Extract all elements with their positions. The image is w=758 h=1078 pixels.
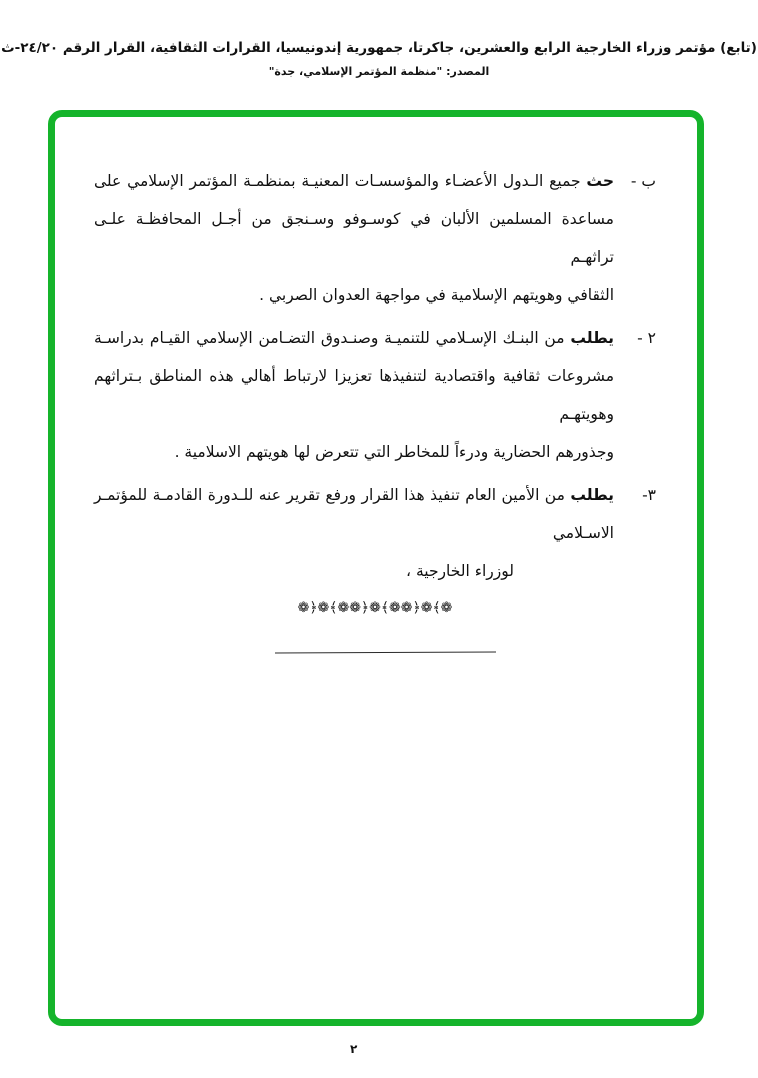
ornament-divider: ❁﴾❁﴿❁❁﴾❁﴿❁❁﴾❁﴿❁	[297, 600, 453, 616]
item-marker: ب -	[630, 172, 656, 190]
resolution-item-3	[94, 476, 656, 590]
resolution-item-2	[94, 319, 656, 471]
item-lead-word: يطلب	[570, 486, 614, 504]
item-text-line: وجذورهم الحضارية ودرءاً للمخاطر التي تتعرض لها هويتهم الاسلامية .	[174, 443, 614, 461]
item-line-text: من الأمين العام تنفيذ هذا القرار ورفع تقرير عنه للـدورة القادمـة للمؤتمـر الاسـلامي	[94, 486, 614, 542]
item-text	[94, 319, 614, 471]
item-line-text: جميع الـدول الأعضـاء والمؤسسـات المعنيـة بمنظمـة المؤتمر الإسلامي على	[94, 172, 587, 190]
document-content	[94, 162, 656, 653]
resolution-item-b	[94, 162, 656, 314]
page-number: ٢	[350, 1042, 358, 1056]
item-lead-word: يطلب	[570, 329, 614, 347]
item-text-line	[94, 476, 614, 552]
item-text	[94, 476, 614, 590]
item-text-line: لوزراء الخارجية ،	[406, 562, 514, 580]
item-text-line: مشروعات ثقافية واقتصادية لتنفيذها تعزيزا لارتباط أهالي هذه المناطق بـتراثهم وهويتهـم	[94, 367, 614, 423]
item-text-line: الثقافي وهويتهم الإسلامية في مواجهة العدوان الصربي .	[259, 286, 614, 304]
item-text-line	[94, 319, 614, 357]
page-header	[0, 40, 758, 78]
item-lead-word: حث	[586, 172, 614, 190]
item-marker: ٢ -	[637, 329, 656, 347]
item-text	[94, 162, 614, 314]
item-marker: ٣-	[642, 486, 656, 504]
item-text-line	[94, 162, 614, 200]
item-line-text: من البنـك الإسـلامي للتنميـة وصنـدوق التضـامن الإسلامي القيـام بدراسـة	[94, 329, 571, 347]
item-text-line: مساعدة المسلمين الألبان في كوسـوفو وسـنجق من أجـل المحافظـة علـى تراثهـم	[94, 210, 614, 266]
header-source-line: المصدر: "منظمة المؤتمر الإسلامي، جدة"	[268, 65, 490, 78]
header-title-line: (تابع) مؤتمر وزراء الخارجية الرابع والعشرين، جاكرتا، جمهورية إندونيسيا، القرارات الثقافية، القرار الرقم ٢٤/٢٠-ث	[1, 40, 757, 56]
